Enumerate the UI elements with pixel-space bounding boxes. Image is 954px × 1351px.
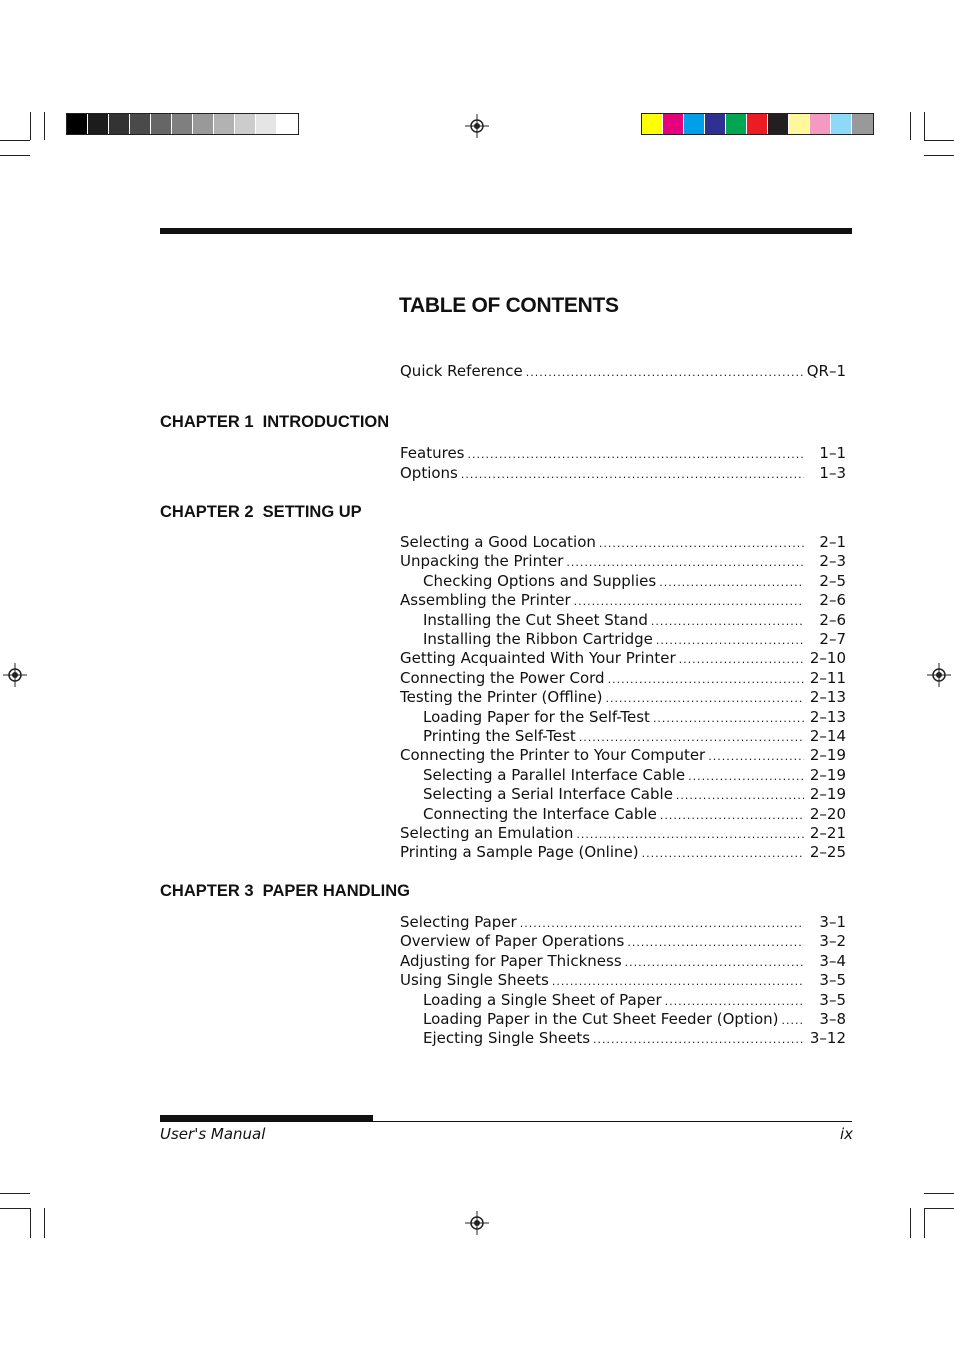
crop-mark xyxy=(0,155,30,156)
toc-entry-label: Connecting the Printer to Your Computer xyxy=(400,746,706,764)
toc-entry-label: Installing the Ribbon Cartridge xyxy=(423,630,653,648)
dot-leader xyxy=(605,689,804,709)
registration-mark-icon xyxy=(465,114,489,138)
toc-entry-label: Options xyxy=(400,464,458,482)
crop-mark xyxy=(0,1208,30,1209)
toc-entry-page: QR–1 xyxy=(806,362,846,380)
color-swatch xyxy=(789,114,810,134)
toc-entry-label: Connecting the Interface Cable xyxy=(423,805,657,823)
chapter-heading: CHAPTER 2 SETTING UP xyxy=(160,503,362,521)
toc-entry-page: 2–19 xyxy=(809,746,846,764)
crop-mark xyxy=(924,1193,954,1194)
color-swatch xyxy=(726,114,747,134)
dot-leader xyxy=(566,553,804,573)
crop-mark xyxy=(910,1208,911,1238)
toc-entry[interactable] xyxy=(400,842,846,862)
toc-entry[interactable] xyxy=(423,610,846,630)
toc-entry-label: Adjusting for Paper Thickness xyxy=(400,952,622,970)
toc-entry-page: 2–11 xyxy=(809,669,846,687)
toc-entry[interactable] xyxy=(400,590,846,610)
toc-entry-label: Using Single Sheets xyxy=(400,971,549,989)
toc-entry[interactable] xyxy=(400,687,846,707)
color-swatch xyxy=(684,114,705,134)
chapter-heading: CHAPTER 1 INTRODUCTION xyxy=(160,413,390,431)
header-rule xyxy=(160,228,852,234)
color-swatch xyxy=(151,114,172,134)
crop-mark xyxy=(924,112,925,140)
toc-entry-label: Loading Paper for the Self-Test xyxy=(423,708,650,726)
toc-entry[interactable] xyxy=(400,532,846,552)
color-swatch xyxy=(130,114,151,134)
toc-entry[interactable] xyxy=(400,951,846,971)
registration-mark-icon xyxy=(927,663,951,687)
crop-mark xyxy=(30,1208,31,1238)
toc-entry-label: Assembling the Printer xyxy=(400,591,571,609)
toc-entry-page: 2–7 xyxy=(819,630,846,648)
toc-entry-page: 2–21 xyxy=(809,824,846,842)
color-swatch xyxy=(193,114,214,134)
crop-mark xyxy=(924,1208,954,1209)
toc-entry[interactable] xyxy=(400,931,846,951)
footer-rule xyxy=(160,1121,852,1122)
crop-mark xyxy=(44,1208,45,1238)
toc-entry-label: Printing a Sample Page (Online) xyxy=(400,843,639,861)
toc-entry-page: 2–5 xyxy=(819,572,846,590)
toc-entry-label: Connecting the Power Cord xyxy=(400,669,605,687)
grayscale-calibration-bar xyxy=(66,113,299,135)
toc-entry-page: 2–25 xyxy=(809,843,846,861)
toc-entry-label: Selecting a Serial Interface Cable xyxy=(423,785,673,803)
toc-entry[interactable] xyxy=(400,361,846,381)
toc-entry-label: Selecting Paper xyxy=(400,913,517,931)
dot-leader xyxy=(574,592,804,612)
toc-entry-label: Loading a Single Sheet of Paper xyxy=(423,991,662,1009)
toc-entry[interactable] xyxy=(423,990,846,1010)
toc-entry-page: 1–3 xyxy=(819,464,846,482)
toc-entry-page: 1–1 xyxy=(819,444,846,462)
color-swatch xyxy=(852,114,873,134)
toc-entry-page: 3–2 xyxy=(819,932,846,950)
crop-mark xyxy=(924,140,954,141)
toc-entry-label: Ejecting Single Sheets xyxy=(423,1029,591,1047)
toc-entry[interactable] xyxy=(423,1028,846,1048)
toc-entry-label: Selecting a Good Location xyxy=(400,533,596,551)
color-swatch xyxy=(768,114,789,134)
toc-entry-page: 2–1 xyxy=(819,533,846,551)
toc-entry-label: Selecting a Parallel Interface Cable xyxy=(423,766,686,784)
toc-entry-label: Installing the Cut Sheet Stand xyxy=(423,611,648,629)
footer-page-number: ix xyxy=(839,1125,853,1143)
chapter-heading: CHAPTER 3 PAPER HANDLING xyxy=(160,882,410,900)
dot-leader xyxy=(552,972,804,992)
toc-entry-page: 2–19 xyxy=(809,766,846,784)
crop-mark xyxy=(44,112,45,140)
toc-entry[interactable] xyxy=(423,1009,846,1029)
dot-leader xyxy=(627,933,804,953)
color-swatch xyxy=(235,114,256,134)
color-swatch xyxy=(663,114,684,134)
toc-entry[interactable] xyxy=(423,804,846,824)
color-swatch xyxy=(642,114,663,134)
toc-entry-label: Unpacking the Printer xyxy=(400,552,564,570)
toc-entry-page: 2–14 xyxy=(809,727,846,745)
toc-entry-page: 3–5 xyxy=(819,971,846,989)
dot-leader xyxy=(642,844,804,864)
toc-entry[interactable] xyxy=(400,648,846,668)
color-swatch xyxy=(214,114,235,134)
toc-entry-page: 2–13 xyxy=(809,688,846,706)
toc-entry[interactable] xyxy=(423,765,846,785)
toc-entry-page: 3–1 xyxy=(819,913,846,931)
toc-entry-page: 2–6 xyxy=(819,611,846,629)
toc-entry[interactable] xyxy=(423,726,846,746)
toc-entry-label: Getting Acquainted With Your Printer xyxy=(400,649,676,667)
page-title: TABLE OF CONTENTS xyxy=(399,294,619,317)
toc-entry[interactable] xyxy=(400,668,846,688)
dot-leader xyxy=(593,1030,804,1050)
dot-leader xyxy=(708,747,804,767)
toc-entry[interactable] xyxy=(400,745,846,765)
dot-leader xyxy=(679,650,804,670)
dot-leader xyxy=(676,786,804,806)
color-calibration-bar xyxy=(641,113,874,135)
toc-entry-label: Loading Paper in the Cut Sheet Feeder (Option) xyxy=(423,1010,779,1028)
color-swatch xyxy=(705,114,726,134)
color-swatch xyxy=(277,114,298,134)
toc-entry[interactable] xyxy=(400,551,846,571)
crop-mark xyxy=(30,112,31,140)
color-swatch xyxy=(810,114,831,134)
toc-entry-page: 3–12 xyxy=(809,1029,846,1047)
toc-entry-label: Features xyxy=(400,444,465,462)
color-swatch xyxy=(109,114,130,134)
toc-entry[interactable] xyxy=(400,823,846,843)
color-swatch xyxy=(172,114,193,134)
toc-entry-page: 3–4 xyxy=(819,952,846,970)
toc-entry-label: Quick Reference xyxy=(400,362,523,380)
toc-entry-label: Overview of Paper Operations xyxy=(400,932,625,950)
dot-leader xyxy=(468,445,805,465)
color-swatch xyxy=(256,114,277,134)
crop-mark xyxy=(910,112,911,140)
toc-entry-label: Checking Options and Supplies xyxy=(423,572,657,590)
toc-entry-page: 2–13 xyxy=(809,708,846,726)
dot-leader xyxy=(461,465,804,485)
crop-mark xyxy=(924,155,954,156)
footer-manual-name: User's Manual xyxy=(160,1125,266,1143)
toc-entry-page: 2–10 xyxy=(809,649,846,667)
toc-entry-page: 3–5 xyxy=(819,991,846,1009)
toc-entry-label: Selecting an Emulation xyxy=(400,824,574,842)
toc-entry[interactable] xyxy=(400,463,846,483)
toc-entry-label: Printing the Self-Test xyxy=(423,727,576,745)
registration-mark-icon xyxy=(465,1211,489,1235)
toc-entry-page: 2–20 xyxy=(809,805,846,823)
toc-entry[interactable] xyxy=(400,912,846,932)
toc-entry-page: 2–6 xyxy=(819,591,846,609)
toc-entry[interactable] xyxy=(423,629,846,649)
toc-entry[interactable] xyxy=(400,970,846,990)
toc-entry[interactable] xyxy=(423,571,846,591)
toc-entry-page: 2–19 xyxy=(809,785,846,803)
toc-entry[interactable] xyxy=(423,784,846,804)
color-swatch xyxy=(831,114,852,134)
color-swatch xyxy=(67,114,88,134)
toc-entry-page: 2–3 xyxy=(819,552,846,570)
color-swatch xyxy=(747,114,768,134)
crop-mark xyxy=(0,140,30,141)
registration-mark-icon xyxy=(3,663,27,687)
dot-leader xyxy=(526,363,804,383)
toc-entry-page: 3–8 xyxy=(819,1010,846,1028)
toc-entry[interactable] xyxy=(400,443,846,463)
toc-entry-label: Testing the Printer (Offline) xyxy=(400,688,603,706)
crop-mark xyxy=(924,1208,925,1238)
color-swatch xyxy=(88,114,109,134)
toc-entry[interactable] xyxy=(423,707,846,727)
crop-mark xyxy=(0,1193,30,1194)
